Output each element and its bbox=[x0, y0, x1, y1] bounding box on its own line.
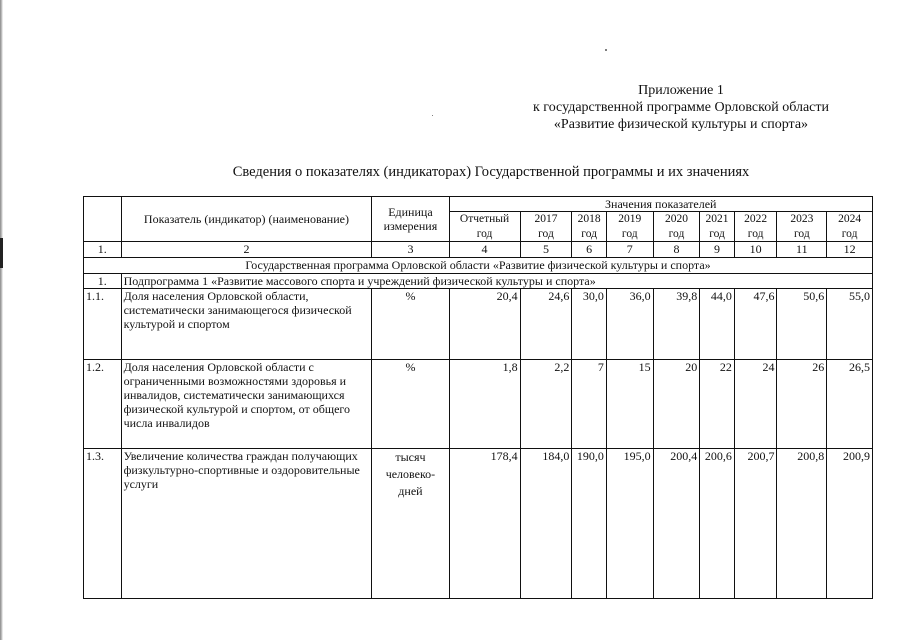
row-indicator-name: Увеличение количества граждан получающих физкультурно-спортивные и оздоровительные услуги bbox=[121, 449, 372, 599]
table-row bbox=[84, 449, 873, 599]
header-year-5-suffix: год bbox=[700, 227, 735, 242]
header-year-6-suffix: год bbox=[734, 227, 777, 242]
row-value: 195,0 bbox=[606, 449, 653, 599]
row-num: 1.3. bbox=[84, 449, 122, 599]
row-value: 20,4 bbox=[449, 289, 520, 360]
table-row bbox=[84, 289, 873, 360]
appendix-line-1: Приложение 1 bbox=[638, 83, 724, 98]
header-num-cell bbox=[84, 197, 122, 242]
header-year-8-suffix: год bbox=[827, 227, 873, 242]
col-number: 4 bbox=[449, 242, 520, 258]
col-number: 9 bbox=[700, 242, 735, 258]
row-value: 200,7 bbox=[734, 449, 777, 599]
header-year-3: 2019 bbox=[606, 212, 653, 227]
document-title: Сведения о показателях (индикаторах) Государственной программы и их значениях bbox=[232, 164, 750, 180]
row-num: 1.2. bbox=[84, 360, 122, 449]
row-value: 2,2 bbox=[520, 360, 572, 449]
row-unit: тысяч человеко-дней bbox=[372, 449, 449, 599]
header-year-8: 2024 bbox=[827, 212, 873, 227]
row-value: 190,0 bbox=[572, 449, 607, 599]
col-number: 3 bbox=[372, 242, 449, 258]
header-year-3-suffix: год bbox=[606, 227, 653, 242]
row-value: 26 bbox=[777, 360, 827, 449]
row-value: 24 bbox=[734, 360, 777, 449]
row-value: 15 bbox=[606, 360, 653, 449]
row-value: 200,9 bbox=[827, 449, 873, 599]
row-value: 50,6 bbox=[777, 289, 827, 360]
scan-edge-mark bbox=[0, 238, 3, 268]
subprogram-num: 1. bbox=[84, 274, 122, 289]
header-year-0-suffix: год bbox=[449, 227, 520, 242]
appendix-header bbox=[533, 82, 829, 133]
header-year-6: 2022 bbox=[734, 212, 777, 227]
col-number: 1. bbox=[84, 242, 122, 258]
header-year-2-suffix: год bbox=[572, 227, 607, 242]
row-value: 36,0 bbox=[606, 289, 653, 360]
col-number: 6 bbox=[572, 242, 607, 258]
header-indicator: Показатель (индикатор) (наименование) bbox=[121, 197, 372, 242]
indicators-table bbox=[83, 196, 873, 599]
header-year-2: 2018 bbox=[572, 212, 607, 227]
col-number: 11 bbox=[777, 242, 827, 258]
row-value: 22 bbox=[700, 360, 735, 449]
col-number: 10 bbox=[734, 242, 777, 258]
row-value: 200,6 bbox=[700, 449, 735, 599]
program-row bbox=[84, 258, 873, 274]
col-number: 7 bbox=[606, 242, 653, 258]
row-value: 24,6 bbox=[520, 289, 572, 360]
program-title: Государственная программа Орловской области «Развитие физической культуры и спорта» bbox=[84, 258, 873, 274]
row-unit: % bbox=[372, 360, 449, 449]
subprogram-row bbox=[84, 274, 873, 289]
scan-speck bbox=[432, 115, 433, 116]
row-value: 7 bbox=[572, 360, 607, 449]
header-year-7-suffix: год bbox=[777, 227, 827, 242]
column-numbers-row bbox=[84, 242, 873, 258]
row-value: 200,8 bbox=[777, 449, 827, 599]
row-value: 184,0 bbox=[520, 449, 572, 599]
subprogram-title: Подпрограмма 1 «Развитие массового спорта и учреждений физической культуры и спорта» bbox=[121, 274, 872, 289]
row-unit: % bbox=[372, 289, 449, 360]
row-value: 30,0 bbox=[572, 289, 607, 360]
table-row bbox=[84, 360, 873, 449]
row-value: 1,8 bbox=[449, 360, 520, 449]
header-unit: Единица измерения bbox=[372, 197, 449, 242]
appendix-line-2: к государственной программе Орловской области bbox=[533, 100, 829, 115]
row-value: 178,4 bbox=[449, 449, 520, 599]
col-number: 2 bbox=[121, 242, 372, 258]
row-value: 55,0 bbox=[827, 289, 873, 360]
row-indicator-name: Доля населения Орловской области с ограниченными возможностями здоровья и инвалидов, систематически занимающихся физической культурой и спортом, от общего числа инвалидов bbox=[121, 360, 372, 449]
row-value: 200,4 bbox=[653, 449, 700, 599]
row-num: 1.1. bbox=[84, 289, 122, 360]
row-value: 44,0 bbox=[700, 289, 735, 360]
appendix-line-3: «Развитие физической культуры и спорта» bbox=[553, 117, 809, 132]
header-year-1: 2017 bbox=[520, 212, 572, 227]
header-values-group: Значения показателей bbox=[449, 197, 872, 212]
row-value: 20 bbox=[653, 360, 700, 449]
header-row-1 bbox=[84, 197, 873, 212]
header-year-4-suffix: год bbox=[653, 227, 700, 242]
row-value: 26,5 bbox=[827, 360, 873, 449]
scan-speck bbox=[605, 49, 607, 51]
col-number: 8 bbox=[653, 242, 700, 258]
header-year-0: Отчетный bbox=[449, 212, 520, 227]
header-year-5: 2021 bbox=[700, 212, 735, 227]
col-number: 5 bbox=[520, 242, 572, 258]
header-year-4: 2020 bbox=[653, 212, 700, 227]
scan-left-edge bbox=[0, 0, 3, 640]
header-year-1-suffix: год bbox=[520, 227, 572, 242]
header-year-7: 2023 bbox=[777, 212, 827, 227]
col-number: 12 bbox=[827, 242, 873, 258]
row-indicator-name: Доля населения Орловской области, систематически занимающегося физической культурой и спортом bbox=[121, 289, 372, 360]
row-value: 39,8 bbox=[653, 289, 700, 360]
row-value: 47,6 bbox=[734, 289, 777, 360]
